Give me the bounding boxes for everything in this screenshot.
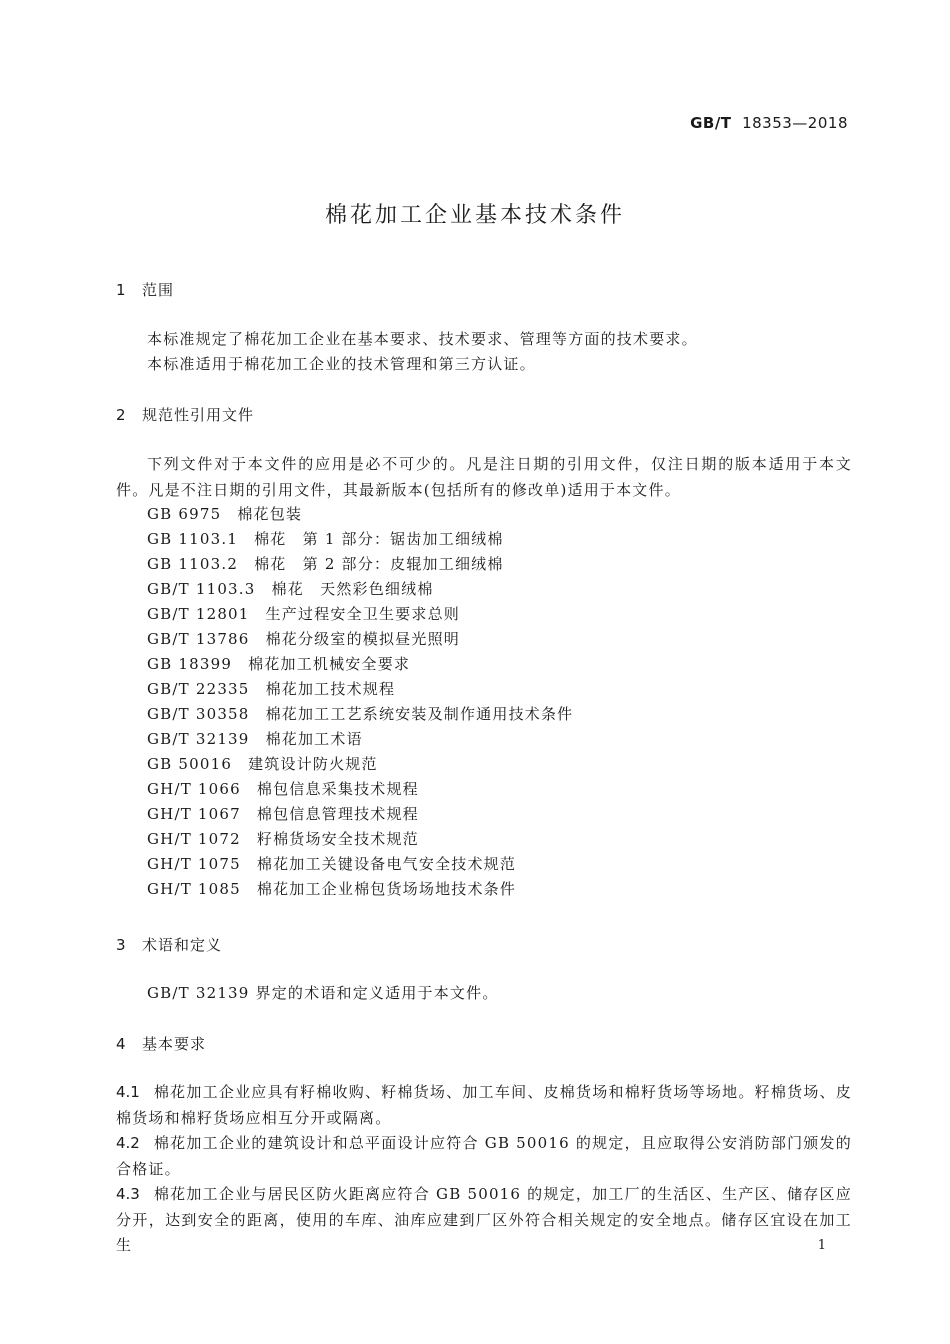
section-1-paragraph: 本标准规定了棉花加工企业在基本要求、技术要求、管理等方面的技术要求。 [147, 330, 698, 348]
section-title: 范围 [142, 281, 175, 299]
reference-title: 棉包信息管理技术规程 [256, 805, 419, 823]
reference-item [147, 503, 302, 524]
clause [116, 1182, 852, 1259]
reference-title: 棉花加工术语 [265, 730, 363, 748]
clause-text: 棉花加工企业应具有籽棉收购、籽棉货场、加工车间、皮棉货场和棉籽货场等场地。籽棉货场、皮棉货场和棉籽货场应相互分开或隔离。 [116, 1083, 852, 1127]
page-number: 1 [817, 1238, 826, 1253]
clause-number: 4.3 [116, 1185, 140, 1203]
reference-item [147, 653, 410, 674]
standard-number: 18353—2018 [742, 114, 848, 132]
reference-item [147, 778, 419, 799]
section-title: 规范性引用文件 [142, 406, 255, 424]
reference-title: 棉花 天然彩色细绒棉 [271, 580, 434, 598]
section-1-heading [116, 279, 174, 300]
reference-code: GB/T 32139 [147, 730, 250, 748]
reference-code: GH/T 1067 [147, 805, 241, 823]
reference-title: 棉花包装 [237, 505, 303, 523]
clause [116, 1080, 852, 1131]
clause-text: 棉花加工企业的建筑设计和总平面设计应符合 GB 50016 的规定，且应取得公安消防部门颁发的合格证。 [116, 1134, 852, 1178]
section-2-intro: 下列文件对于本文件的应用是必不可少的。凡是注日期的引用文件，仅注日期的版本适用于本文件。凡是不注日期的引用文件，其最新版本(包括所有的修改单)适用于本文件。 [116, 455, 852, 499]
reference-title: 棉花分级室的模拟昼光照明 [265, 630, 460, 648]
clause [116, 1131, 852, 1182]
reference-item [147, 553, 504, 574]
reference-item [147, 528, 504, 549]
reference-item [147, 703, 573, 724]
reference-item [147, 828, 419, 849]
reference-code: GB/T 1103.3 [147, 580, 256, 598]
reference-title: 棉花加工机械安全要求 [248, 655, 411, 673]
section-title: 术语和定义 [142, 936, 223, 954]
reference-item [147, 753, 378, 774]
reference-item [147, 628, 460, 649]
reference-code: GB/T 22335 [147, 680, 250, 698]
standard-prefix: GB/T [690, 114, 732, 132]
reference-item [147, 803, 419, 824]
reference-code: GH/T 1075 [147, 855, 241, 873]
section-3-heading [116, 934, 222, 955]
reference-item [147, 878, 516, 899]
section-number: 2 [116, 406, 127, 424]
reference-item [147, 728, 363, 749]
reference-title: 棉包信息采集技术规程 [256, 780, 419, 798]
reference-title: 生产过程安全卫生要求总则 [265, 605, 460, 623]
reference-item [147, 853, 516, 874]
section-title: 基本要求 [142, 1035, 207, 1053]
reference-title: 棉花 第 2 部分：皮辊加工细绒棉 [254, 555, 504, 573]
reference-code: GH/T 1072 [147, 830, 241, 848]
reference-title: 棉花加工企业棉包货场场地技术条件 [256, 880, 517, 898]
reference-title: 棉花 第 1 部分：锯齿加工细绒棉 [254, 530, 504, 548]
clause-number: 4.1 [116, 1083, 140, 1101]
reference-code: GB 6975 [147, 505, 222, 523]
section-number: 1 [116, 281, 127, 299]
reference-code: GB 50016 [147, 755, 233, 773]
reference-code: GB 1103.2 [147, 555, 239, 573]
reference-title: 棉花加工技术规程 [265, 680, 396, 698]
reference-code: GB 18399 [147, 655, 233, 673]
document-title: 棉花加工企业基本技术条件 [324, 203, 625, 228]
reference-title: 籽棉货场安全技术规范 [256, 830, 419, 848]
reference-code: GB/T 12801 [147, 605, 250, 623]
section-3-paragraph: GB/T 32139 界定的术语和定义适用于本文件。 [147, 984, 499, 1002]
reference-code: GH/T 1066 [147, 780, 241, 798]
section-4-heading [116, 1033, 206, 1054]
reference-title: 棉花加工工艺系统安装及制作通用技术条件 [265, 705, 574, 723]
reference-item [147, 678, 395, 699]
reference-item [147, 603, 460, 624]
reference-item [147, 578, 434, 599]
section-number: 3 [116, 936, 127, 954]
reference-code: GB/T 13786 [147, 630, 250, 648]
section-2-heading [116, 404, 254, 425]
reference-title: 建筑设计防火规范 [248, 755, 378, 773]
reference-code: GH/T 1085 [147, 880, 241, 898]
reference-title: 棉花加工关键设备电气安全技术规范 [256, 855, 517, 873]
clause-text: 棉花加工企业与居民区防火距离应符合 GB 50016 的规定，加工厂的生活区、生产区、储存区应分开，达到安全的距离，使用的车库、油库应建到厂区外符合相关规定的安全地点。储存区宜设在加工生 [116, 1185, 852, 1254]
reference-code: GB 1103.1 [147, 530, 239, 548]
clause-number: 4.2 [116, 1134, 140, 1152]
standard-code [690, 114, 848, 132]
section-number: 4 [116, 1035, 127, 1053]
section-1-paragraph: 本标准适用于棉花加工企业的技术管理和第三方认证。 [147, 355, 536, 373]
reference-code: GB/T 30358 [147, 705, 250, 723]
